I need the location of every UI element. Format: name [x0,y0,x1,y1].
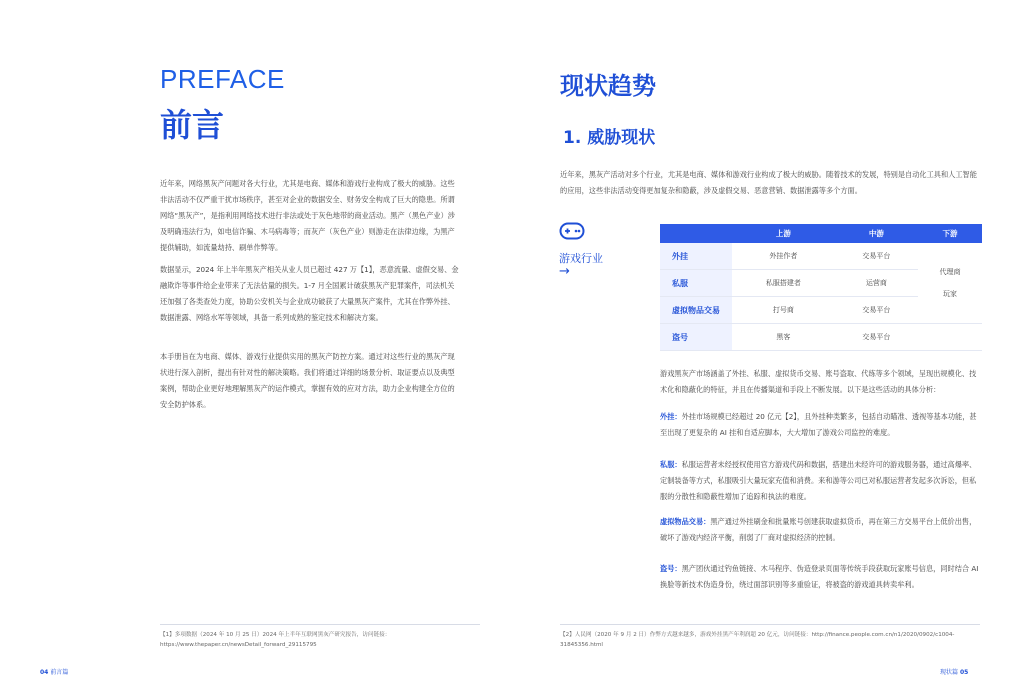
header-upstream: 上游 [732,224,835,243]
downstream-item: 代理商 [939,268,961,276]
arrow-right-icon: → [559,264,570,279]
gamepad-icon [559,222,585,240]
item-text: 外挂市场规模已经超过 20 亿元【2】，且外挂种类繁多，包括自动瞄准、透视等基本功能，甚至出现了更复杂的 AI 挂和自适应脚本，大大增加了游戏公司监控的难度。 [660,412,977,437]
item-label: 私服： [660,460,682,469]
table-row [660,324,982,351]
table-header-row [660,224,982,243]
preface-paragraph-1: 近年来，网络黑灰产问题对各大行业，尤其是电商、媒体和游戏行业构成了极大的威胁。这些非法活动不仅严重干扰市场秩序，甚至对企业的数据安全、财务安全构成了巨大的隐患。所谓网络“黑灰产”，是指利用网络技术进行非法或处于灰色地带的商业活动。黑产（黑色产业）涉及明确违法行为，如电信诈骗、木马病毒等；而灰产（灰色产业）则游走在法律边缘，为黑产提供辅助，如流量劫持、刷单作弊等。 [160,179,455,252]
header-downstream: 下游 [918,224,982,243]
page-num: 04 [40,669,49,676]
cell-downstream [918,243,982,324]
cell-midstream: 交易平台 [835,297,918,324]
preface-title-en: PREFACE [160,64,285,94]
preface-paragraph-3: 本手册旨在为电商、媒体、游戏行业提供实用的黑灰产防控方案。通过对这些行业的黑灰产现状进行深入剖析，提出有针对性的解决策略。我们将通过详细的场景分析、取证要点以及典型案例，帮助企业更好地理解黑灰产的运作模式，掌握有效的应对方法，助力企业构建全方位的安全防护体系。 [160,352,455,409]
row-label: 私服 [660,270,732,297]
page-section-label: 现状篇 [940,669,959,676]
table-corner [660,224,732,243]
row-label: 虚拟物品交易 [660,297,732,324]
industry-chain-table [660,224,982,351]
row-label: 盗号 [660,324,732,351]
analysis-item-account-theft [660,561,982,593]
section-title: 现状趋势 [560,72,656,100]
summary-paragraph: 游戏黑灰产市场涵盖了外挂、私服、虚拟货币交易、账号盗取、代练等多个领域，呈现出规模化、技术化和隐蔽化的特征，并且在传播渠道和手段上不断发展。以下是这些活动的具体分析： [660,369,977,394]
preface-title-cn: 前言 [160,106,225,144]
item-label: 虚拟物品交易： [660,517,711,526]
analysis-item-cheats [660,409,982,441]
cell-midstream: 运营商 [835,270,918,297]
analysis-item-private-servers [660,457,982,505]
item-text: 私服运营者未经授权使用官方游戏代码和数据，搭建出未经许可的游戏服务器，通过高爆率、定制装备等方式，私服吸引大量玩家充值和消费。来和游等公司已对私服运营者发起多次诉讼，但私服的分散性和隐蔽性增加了追踪和执法的难度。 [660,460,977,501]
item-text: 黑产通过外挂刷金和批量账号创建获取虚拟货币，再在第三方交易平台上低价出售，破坏了游戏内经济平衡，削弱了厂商对虚拟经济的控制。 [660,517,977,542]
page-section-label: 前言篇 [50,669,69,676]
preface-paragraph-2: 数据显示，2024 年上半年黑灰产相关从业人员已超过 427 万【1】，恶意流量、虚假交易、金融欺诈等事件给企业带来了无法估量的损失。1-7 月全国累计破获黑灰产犯罪案件，司法机关还加强了各类查处力度，协助公安机关与企业成功破获了大量黑灰产案件，尤其在作弊外挂、数据泄露、网络水军等领域，具备一系列成熟的鉴定技术和解决方案。 [160,265,459,322]
header-midstream: 中游 [835,224,918,243]
item-text: 黑产团伙通过钓鱼链接、木马程序、伪造登录页面等传统手段获取玩家账号信息，同时结合 AI 换脸等新技术伪造身份，绕过面部识别等多重验证，将被盗的游戏道具转卖牟利。 [660,564,979,589]
downstream-item: 玩家 [943,290,958,298]
page-num: 05 [959,669,969,676]
footnote-divider-left [160,624,480,625]
cell-midstream: 交易平台 [835,324,918,351]
footnote-divider-right [560,624,980,625]
game-industry-label: 游戏行业 [559,252,603,265]
footnote-right: 【2】人民网（2020 年 9 月 2 日）作弊方式越来越多，游戏外挂黑产年利润超 20 亿元，访问链接：http://finance.people.com.cn/n1/2020/0902/c1004-31845356.html [560,632,955,648]
table-row [660,243,982,270]
page-number-right [940,667,968,676]
item-label: 盗号： [660,564,682,573]
page-number-left [40,667,68,676]
item-label: 外挂： [660,412,682,421]
intro-paragraph: 近年来，黑灰产活动对多个行业，尤其是电商、媒体和游戏行业构成了极大的威胁。随着技术的发展，特别是自动化工具和人工智能的应用，这些非法活动变得更加复杂和隐蔽，涉及虚假交易、恶意营销、数据泄露等多个方面。 [560,170,977,195]
section-subtitle: 1. 威胁现状 [563,128,656,148]
cell-downstream-empty [918,324,982,351]
row-label: 外挂 [660,243,732,270]
cell-upstream: 打号商 [732,297,835,324]
analysis-item-virtual-goods [660,514,982,546]
footnote-left: 【1】多项数据（2024 年 10 月 25 日）2024 年上半年互联网黑灰产研究报告，访问链接：https://www.thepaper.cn/newsDetail_forward_29115795 [160,632,391,648]
cell-upstream: 私服搭建者 [732,270,835,297]
cell-upstream: 外挂作者 [732,243,835,270]
cell-upstream: 黑客 [732,324,835,351]
cell-midstream: 交易平台 [835,243,918,270]
